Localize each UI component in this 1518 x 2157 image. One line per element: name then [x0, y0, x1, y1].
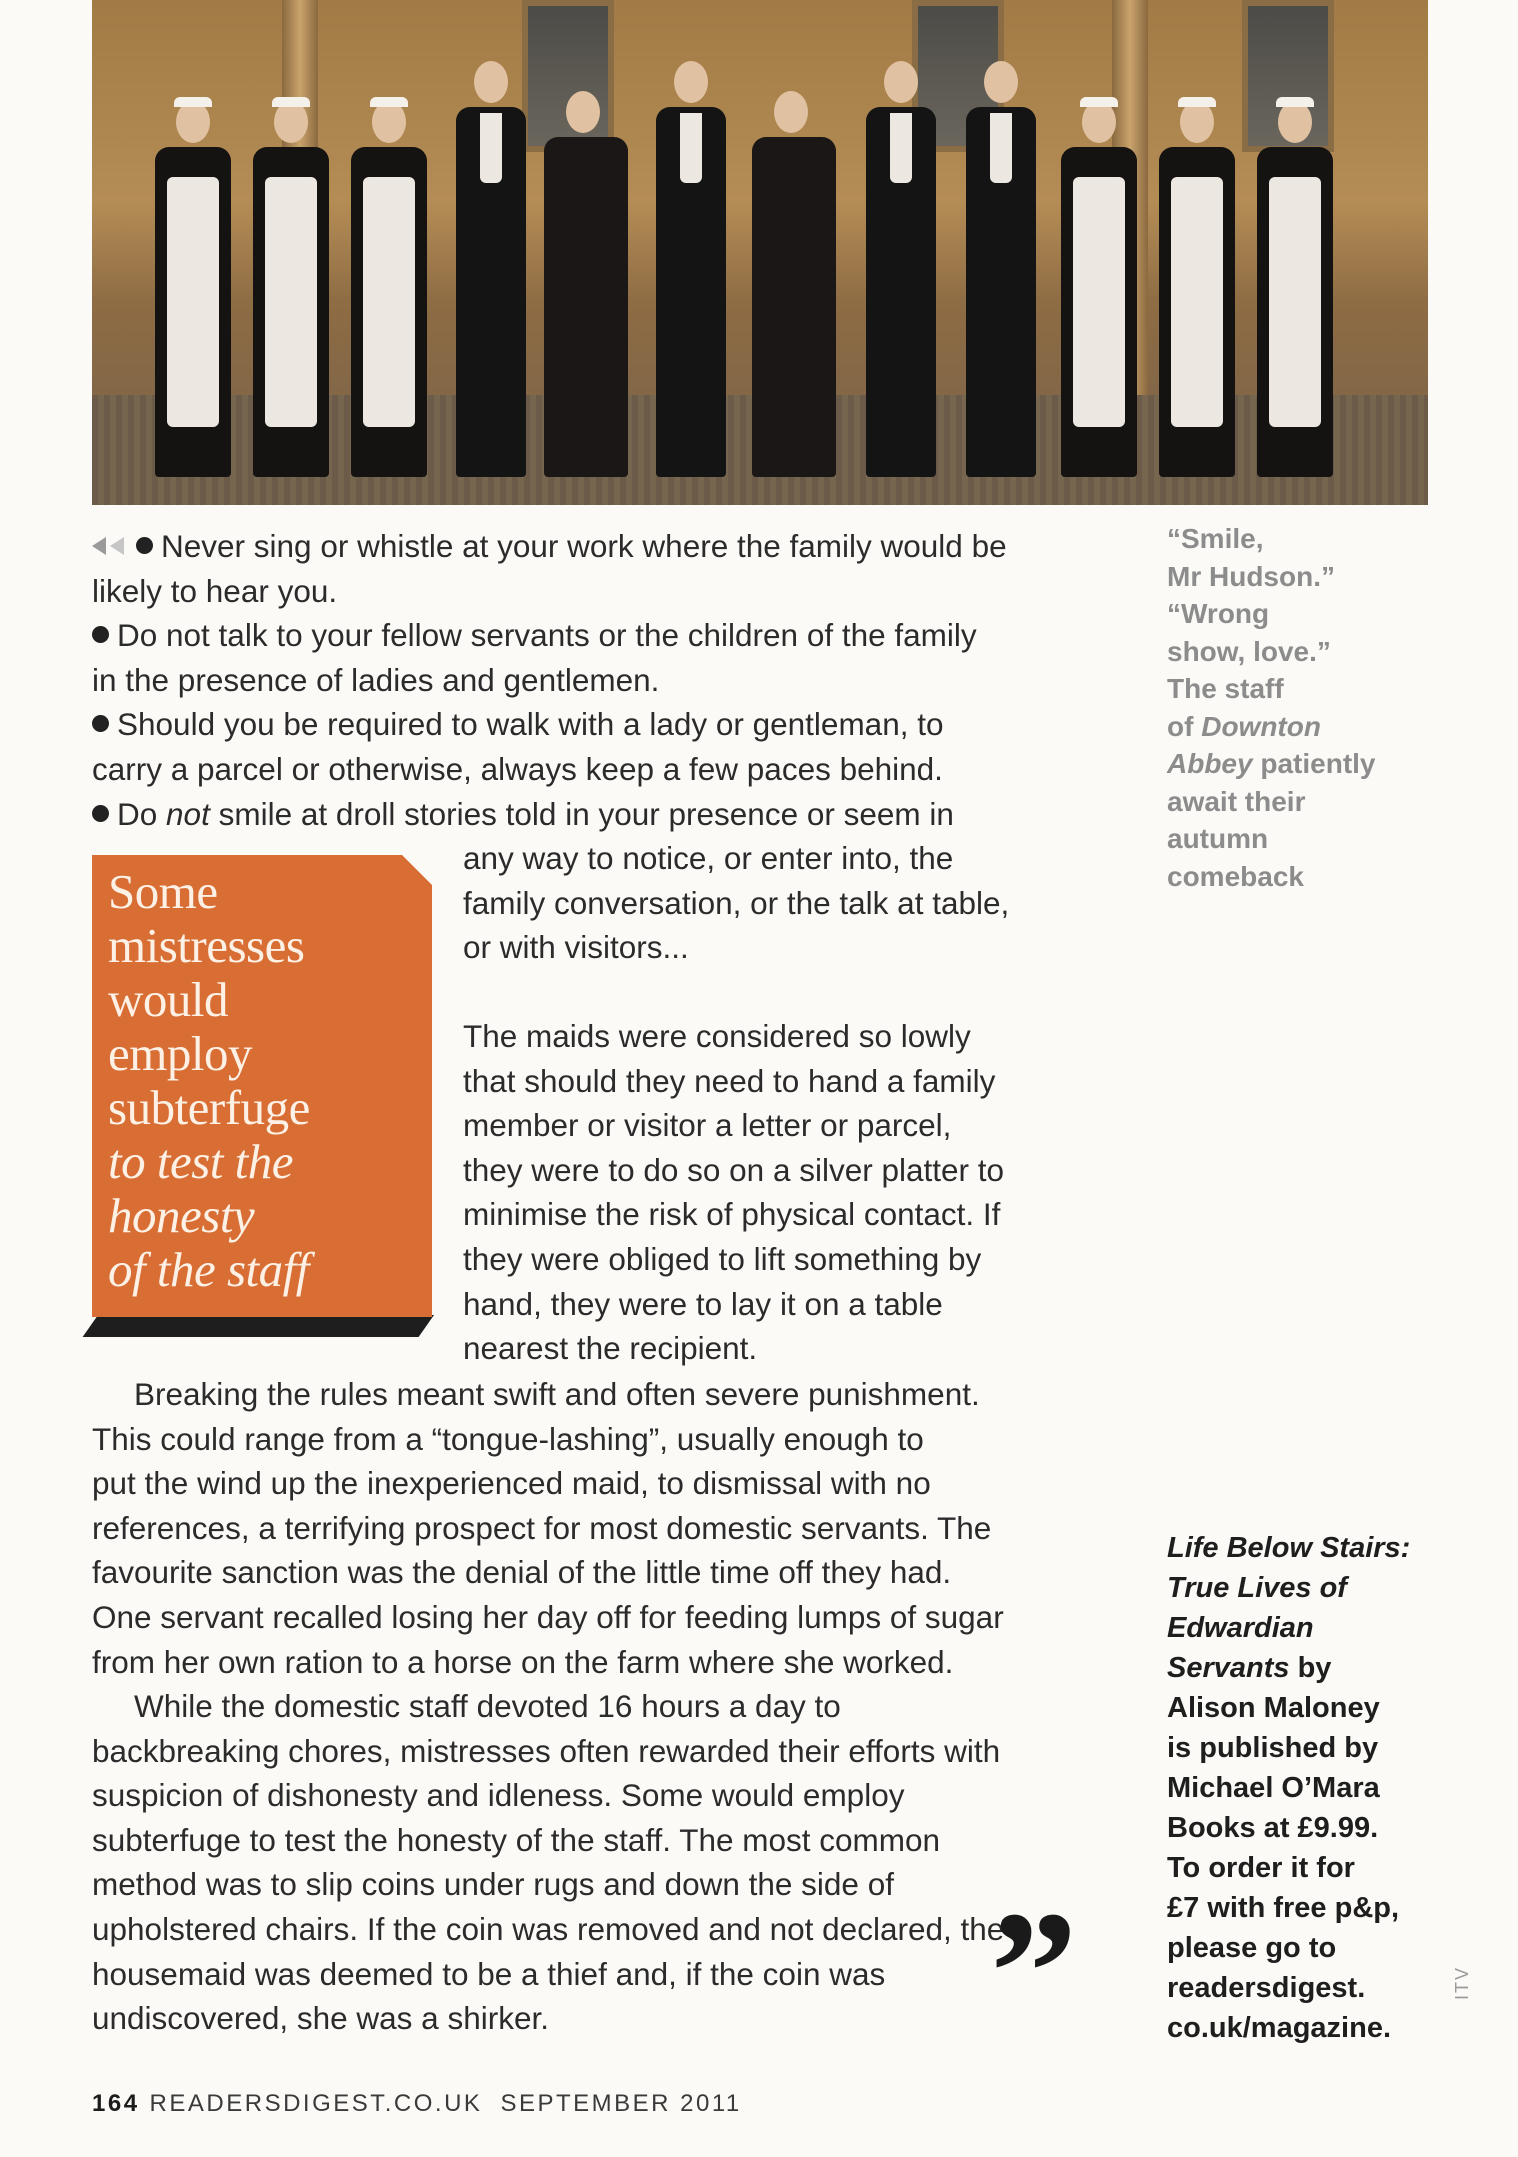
footman-figure — [452, 61, 530, 477]
punishment-paragraph: Breaking the rules meant swift and often severe punishment. This could range from a “tongue-lashing”, usually enough to put the wind up the inexperienced maid, to dismissal with no references, a terrifying prospect for most domestic servants. The favourite sanction was the denial of the little time off they had. One servant recalled losing her day off for feeding lumps of sugar from her own ration to a horse on the farm where she worked. — [92, 1376, 1004, 1680]
footman-figure — [962, 61, 1040, 477]
cook-figure — [752, 91, 830, 477]
valet-figure — [862, 61, 940, 477]
maid-figure — [1256, 97, 1334, 477]
issue-date: SEPTEMBER 2011 — [500, 2090, 742, 2117]
rule-line: Do not smile at droll stories told in your presence or seem in — [92, 792, 1092, 837]
page-footer — [92, 2090, 742, 2118]
pull-quote-shadow — [83, 1315, 434, 1337]
rule-line: Should you be required to walk with a lady or gentleman, to — [92, 702, 1092, 747]
photo-caption: “Smile, Mr Hudson.” “Wrong show, love.” The staff of Downton Abbey patiently await their autumn comeback — [1167, 523, 1376, 892]
housekeeper-figure — [544, 91, 622, 477]
maid-figure — [1158, 97, 1236, 477]
rule-continuation: any way to notice, or enter into, the family conversation, or the talk at table, or with visitors... — [463, 840, 1010, 966]
maid-figure — [154, 97, 232, 477]
rules-list — [92, 524, 1092, 836]
page-number: 164 — [92, 2090, 140, 2117]
rule-line: Do not talk to your fellow servants or the children of the family — [92, 613, 1092, 658]
bullet-icon — [92, 805, 109, 822]
continued-arrow-icon — [110, 537, 124, 555]
maid-figure — [350, 97, 428, 477]
rule-line: Never sing or whistle at your work where the family would be — [92, 524, 1092, 569]
book-credit: Life Below Stairs: True Lives of Edwardian Servants by Alison Maloney is published by Michael O’Mara Books at £9.99. To order it for £7 with free p&p, please go to readersdigest. co.uk/magazine. — [1167, 1528, 1427, 2048]
maids-paragraph: The maids were considered so lowly that should they need to hand a family member or visitor a letter or parcel, they were to do so on a silver platter to minimise the risk of physical contact. If they were obliged to lift something by hand, they were to lay it on a table nearest the recipient. — [463, 1018, 1005, 1367]
butler-figure — [652, 61, 730, 477]
rule-line: likely to hear you. — [92, 572, 338, 609]
magazine-link[interactable]: co.uk/magazine. — [1167, 2012, 1392, 2044]
maid-figure — [1060, 97, 1138, 477]
bullet-icon — [92, 626, 109, 643]
honesty-paragraph: While the domestic staff devoted 16 hours a day to backbreaking chores, mistresses often rewarded their efforts with suspicion of dishonesty and idleness. Some would employ subterfuge to test the honesty of the staff. The most common method was to slip coins under rugs and down the side of upholstered chairs. If the coin was removed and not declared, the housemaid was deemed to be a thief and, if the coin was undiscovered, she was a shirker. — [92, 1688, 1005, 2037]
magazine-link[interactable]: readersdigest. — [1167, 1972, 1366, 2004]
continued-arrow-icon — [92, 537, 106, 555]
bullet-icon — [92, 715, 109, 732]
staff-photo — [92, 0, 1428, 505]
closing-quote-mark: ” — [990, 1875, 1078, 2069]
maid-figure — [252, 97, 330, 477]
bullet-icon — [136, 537, 153, 554]
photo-credit: ITV — [1452, 1965, 1472, 2000]
pull-quote-text: Some mistresses would employ subterfuge to test the honesty of the staff — [108, 864, 310, 1297]
pull-quote — [92, 855, 432, 1335]
emphasis: not — [166, 795, 210, 832]
rule-line: in the presence of ladies and gentlemen. — [92, 661, 660, 698]
site-url: READERSDIGEST.CO.UK — [149, 2090, 483, 2117]
rule-line: carry a parcel or otherwise, always keep a few paces behind. — [92, 750, 943, 787]
